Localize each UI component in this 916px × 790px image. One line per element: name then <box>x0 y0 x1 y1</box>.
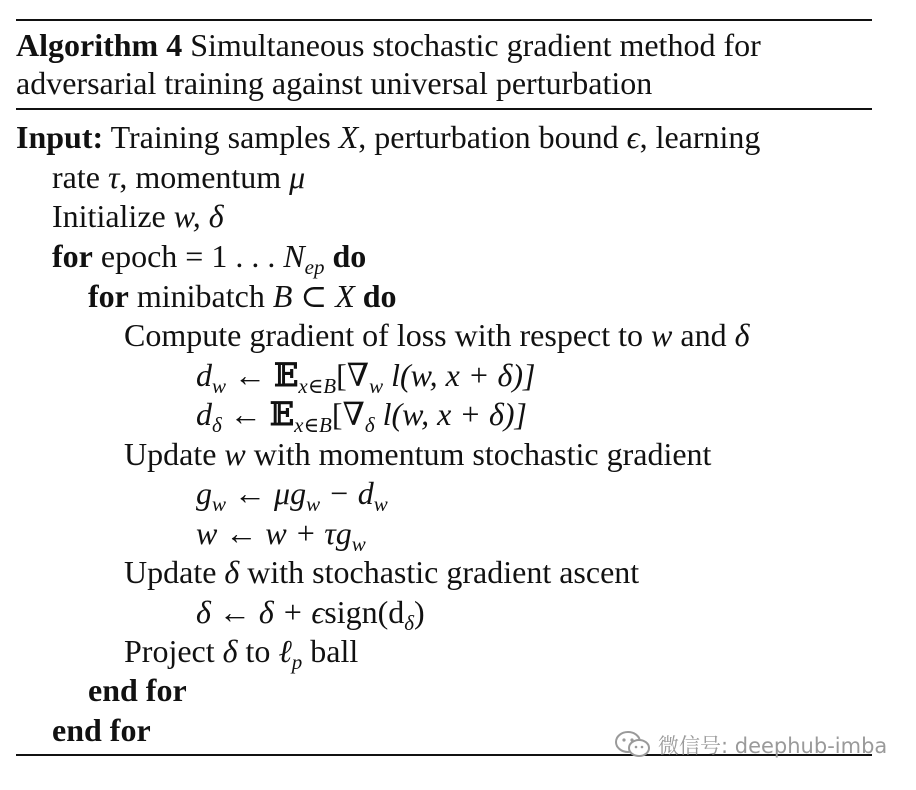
math-sub-ep: ep <box>304 255 325 279</box>
math-mu: μ <box>289 159 306 195</box>
end-for-inner: end for <box>88 672 187 708</box>
math-d: d <box>196 357 212 393</box>
input-text: Training samples <box>110 119 331 155</box>
math-open: (d <box>377 594 405 630</box>
wechat-icon <box>614 730 652 760</box>
update-delta-line <box>124 553 639 591</box>
math-sub: p <box>291 650 303 674</box>
epoch-text: epoch <box>100 238 178 274</box>
math-nabla: [∇ <box>331 396 365 432</box>
caption-rule <box>16 108 872 110</box>
minibatch-text: minibatch <box>136 278 265 314</box>
math-delta: δ <box>224 554 240 590</box>
math-w-delta: w, δ <box>173 198 224 234</box>
math-rhs: δ ← δ + ϵ <box>196 594 325 630</box>
init-line <box>52 197 224 235</box>
math-sub: x∈B <box>294 413 332 437</box>
gw-equation <box>196 474 388 516</box>
math-delta: δ <box>222 633 238 669</box>
watermark <box>614 730 887 760</box>
dw-equation <box>196 356 535 398</box>
algorithm-caption <box>16 26 872 102</box>
update-w-line <box>124 435 711 473</box>
input-line-1 <box>16 118 760 156</box>
delta-sign-equation <box>196 593 425 635</box>
compute-text: Compute gradient of loss with respect to <box>124 317 644 353</box>
math-w: w <box>651 317 673 353</box>
math-tau: τ <box>107 159 120 195</box>
and-text: and <box>680 317 727 353</box>
top-rule <box>16 19 872 21</box>
algorithm-label: Algorithm 4 <box>16 27 183 63</box>
math-sub: w <box>351 532 366 556</box>
math-sub: δ <box>364 413 375 437</box>
math-l: l <box>383 357 401 393</box>
update-text: with stochastic gradient ascent <box>247 554 640 590</box>
algorithm-title-line1: Simultaneous stochastic gradient method for <box>190 27 761 63</box>
input-line-2 <box>52 158 305 196</box>
for-keyword: for <box>52 238 93 274</box>
end-for-outer: end for <box>52 712 151 748</box>
math-sub: w <box>212 492 227 516</box>
math-range: = 1 . . . <box>177 238 284 274</box>
math-sub: δ <box>404 611 414 635</box>
for-epoch-line <box>52 237 366 279</box>
math-epsilon: ϵ <box>626 119 640 155</box>
input-text: , perturbation bound <box>358 119 619 155</box>
math-sign: sign <box>324 594 378 630</box>
for-keyword: for <box>88 278 129 314</box>
project-text: Project <box>124 633 215 669</box>
math-rhs: − d <box>320 475 374 511</box>
input-text: rate <box>52 159 100 195</box>
math-d: d <box>196 396 212 432</box>
math-N: N <box>283 238 305 274</box>
math-sub: w <box>212 374 227 398</box>
do-keyword: do <box>332 238 367 274</box>
init-text: Initialize <box>52 198 166 234</box>
math-arrow: ← <box>226 357 275 393</box>
math-delta: δ <box>734 317 750 353</box>
project-text: ball <box>310 633 359 669</box>
watermark-text: 微信号: deephub-imba <box>658 734 888 758</box>
math-B-subset-X: B ⊂ X <box>272 278 355 314</box>
math-w: w <box>224 436 246 472</box>
algorithm-title-line2: adversarial training against universal perturbation <box>16 65 653 101</box>
do-keyword: do <box>362 278 397 314</box>
update-text: with momentum stochastic gradient <box>253 436 712 472</box>
math-expectation: 𝔼 <box>269 395 295 433</box>
ddelta-equation <box>196 395 527 437</box>
math-args: (w, x + δ)] <box>391 396 527 432</box>
math-sub: w <box>306 492 321 516</box>
math-g: g <box>196 475 212 511</box>
input-text: , momentum <box>119 159 282 195</box>
math-arrow: ← <box>221 396 270 432</box>
update-text: Update <box>124 554 217 590</box>
for-minibatch-line <box>88 277 397 315</box>
math-sub: δ <box>212 413 222 437</box>
project-line <box>124 632 358 674</box>
math-sub: w <box>369 374 384 398</box>
math-expectation: 𝔼 <box>274 356 299 394</box>
project-text: to <box>245 633 271 669</box>
math-sub: w <box>373 492 388 516</box>
math-args: (w, x + δ)] <box>400 357 536 393</box>
input-keyword: Input: <box>16 119 104 155</box>
math-close: ) <box>414 594 425 630</box>
math-ell: ℓ <box>278 633 292 669</box>
update-text: Update <box>124 436 217 472</box>
w-equation <box>196 514 366 556</box>
input-text: , learning <box>639 119 761 155</box>
math-rhs: w ← w + τg <box>196 515 352 551</box>
math-nabla: [∇ <box>336 357 370 393</box>
math-X: X <box>338 119 359 155</box>
math-sub: x∈B <box>298 374 337 398</box>
compute-gradient-line <box>124 316 749 354</box>
math-rhs: ← μg <box>226 475 307 511</box>
math-l: l <box>374 396 392 432</box>
